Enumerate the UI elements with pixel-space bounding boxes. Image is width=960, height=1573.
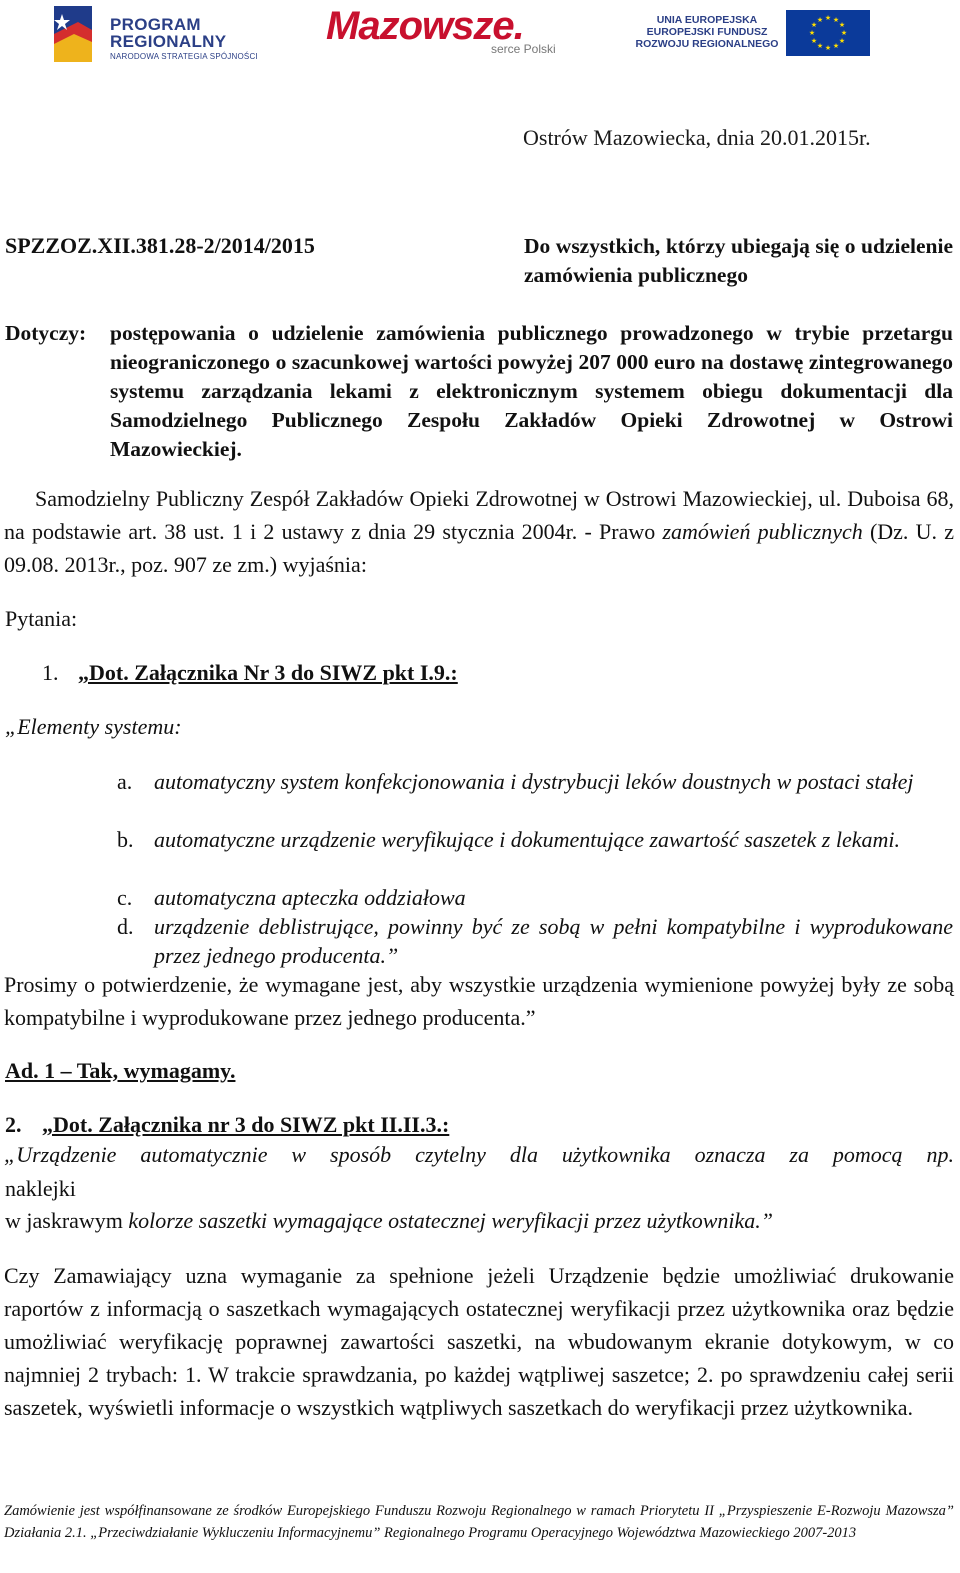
q2-title: „Dot. Załącznika nr 3 do SIWZ pkt II.II.3.: <box>42 1112 450 1137</box>
q1-item-letter: d. <box>117 914 134 939</box>
mazowsze-wordmark: Mazowsze. <box>326 4 524 48</box>
svg-text:★: ★ <box>832 42 840 50</box>
program-regionalny-title <box>110 16 226 50</box>
svg-text:★: ★ <box>824 44 832 52</box>
svg-text:★: ★ <box>810 37 818 45</box>
q1-quote-intro: „Elementy systemu: <box>5 714 182 739</box>
q1-item-text: automatyczny system konfekcjonowania i dystrybucji leków doustnych w postaci stałej <box>154 769 914 794</box>
addressee: Do wszystkich, którzy ubiegają się o udzielenie zamówienia publicznego <box>524 234 953 287</box>
intro-part1: Samodzielny Publiczny Zespół Zakładów Opieki Zdrowotnej w Ostrowi Mazowieckiej, ul. Duboisa 68, na podstawie art. 38 ust. 1 i 2 ustawy z dnia 29 stycznia 2004r. - Prawo <box>4 486 954 544</box>
eu-logo <box>634 10 874 58</box>
program-regionalny-flag-icon <box>48 4 94 64</box>
q2-question: Czy Zamawiający uzna wymaganie za spełnione jeżeli Urządzenie będzie umożliwiać drukowanie raportów z informacją o saszetkach wymagających ostatecznej weryfikacji przez użytkownika oraz będzie umożliwiać weryfikację poprawnej zawartości saszetki, na wbudowanym ekranie dotykowym, w co najmniej 2 trybach: 1. W trakcie sprawdzania, po każdej wątpliwej saszetce; 2. po sprawdzeniu całej serii saszetek, wyświetli informacje o wszystkich wątpliwych saszetkach do weryfikacji przez użytkownika. <box>4 1263 954 1420</box>
eu-flag-icon <box>786 10 870 56</box>
q2-quote-line2: naklejki <box>5 1176 76 1201</box>
svg-text:★: ★ <box>816 42 824 50</box>
q2-quote-line3-italic: kolorze saszetki wymagające ostatecznej weryfikacji przez użytkownika.” <box>128 1208 774 1233</box>
svg-text:★: ★ <box>840 29 848 37</box>
q1-item-letter: a. <box>117 769 133 794</box>
q1-item-text <box>154 825 953 854</box>
svg-text:★: ★ <box>808 29 816 37</box>
mazowsze-tagline: serce Polski <box>491 42 556 56</box>
svg-text:★: ★ <box>838 21 846 29</box>
eu-line3: ROZWOJU REGIONALNEGO <box>635 38 779 50</box>
svg-text:★: ★ <box>838 37 846 45</box>
svg-text:★: ★ <box>832 16 840 24</box>
q1-item-text: urządzenie deblistrujące, powinny być ze sobą w pełni kompatybilne i wyprodukowane przez jednego producenta.” <box>154 914 953 968</box>
q2-quote-line1: „Urządzenie automatycznie w sposób czytelny dla użytkownika oznacza za pomocą np. <box>4 1142 954 1167</box>
svg-text:★: ★ <box>816 16 824 24</box>
questions-label: Pytania: <box>5 606 78 631</box>
q1-title: „Dot. Załącznika Nr 3 do SIWZ pkt I.9.: <box>78 660 458 685</box>
q2-quote-line3-plain: w jaskrawym <box>5 1208 129 1233</box>
program-line2: REGIONALNY <box>110 32 227 51</box>
place-date: Ostrów Mazowiecka, dnia 20.01.2015r. <box>523 125 871 150</box>
q2-number: 2. <box>5 1112 22 1137</box>
svg-text:★: ★ <box>824 14 832 22</box>
subject-text: postępowania o udzielenie zamówienia publicznego prowadzonego w trybie przetargu nieograniczonego o szacunkowej wartości powyżej 207 000 euro na dostawę zintegrowanego systemu zarządzania lekami z elektronicznym systemem obiegu dokumentacji dla Samodzielnego Publicznego Zespołu Zakładów Opieki Zdrowotnej w Ostrowi Mazowieckiej. <box>110 321 953 461</box>
q1-item-letter: b. <box>117 827 134 852</box>
q1-question: Prosimy o potwierdzenie, że wymagane jest, aby wszystkie urządzenia wymienione powyżej były ze sobą kompatybilne i wyprodukowane przez jednego producenta.” <box>4 972 954 1030</box>
eu-line2: EUROPEJSKI FUNDUSZ <box>646 26 768 38</box>
q1-number: 1. <box>42 660 59 685</box>
mazowsze-logo <box>326 4 576 60</box>
eu-text <box>634 14 780 50</box>
q1-item-letter: c. <box>117 885 133 910</box>
program-subtitle: NARODOWA STRATEGIA SPÓJNOŚCI <box>110 52 258 61</box>
program-regionalny-logo <box>48 4 288 66</box>
q2-quote-line3 <box>5 1208 773 1234</box>
q1-answer: Ad. 1 – Tak, wymagamy. <box>5 1058 236 1083</box>
eu-line1: UNIA EUROPEJSKA <box>656 14 758 26</box>
intro-paragraph <box>4 482 954 581</box>
reference-number: SPZZOZ.XII.381.28-2/2014/2015 <box>5 233 315 258</box>
q1-item-b-text: automatyczne urządzenie weryfikujące i dokumentujące zawartość saszetek z lekami. <box>154 827 901 852</box>
footer-funding-note: Zamówienie jest współfinansowane ze środków Europejskiego Funduszu Rozwoju Regionalnego w ramach Priorytetu II „Przyspieszenie E-Rozwoju Mazowsza” Działania 2.1. „Przeciwdziałanie Wykluczeniu Informacyjnemu” Regionalnego Programu Operacyjnego Województwa Mazowieckiego 2007-2013 <box>4 1503 954 1541</box>
q1-item-text: automatyczna apteczka oddziałowa <box>154 885 466 910</box>
program-line1: PROGRAM <box>110 15 201 34</box>
intro-part2: (Dz. U. z 09.08. 2013r., poz. 907 ze zm.) wyjaśnia: <box>4 519 954 577</box>
intro-italic-act: zamówień publicznych <box>662 519 863 544</box>
svg-text:★: ★ <box>810 21 818 29</box>
subject-label: Dotyczy: <box>5 321 87 345</box>
